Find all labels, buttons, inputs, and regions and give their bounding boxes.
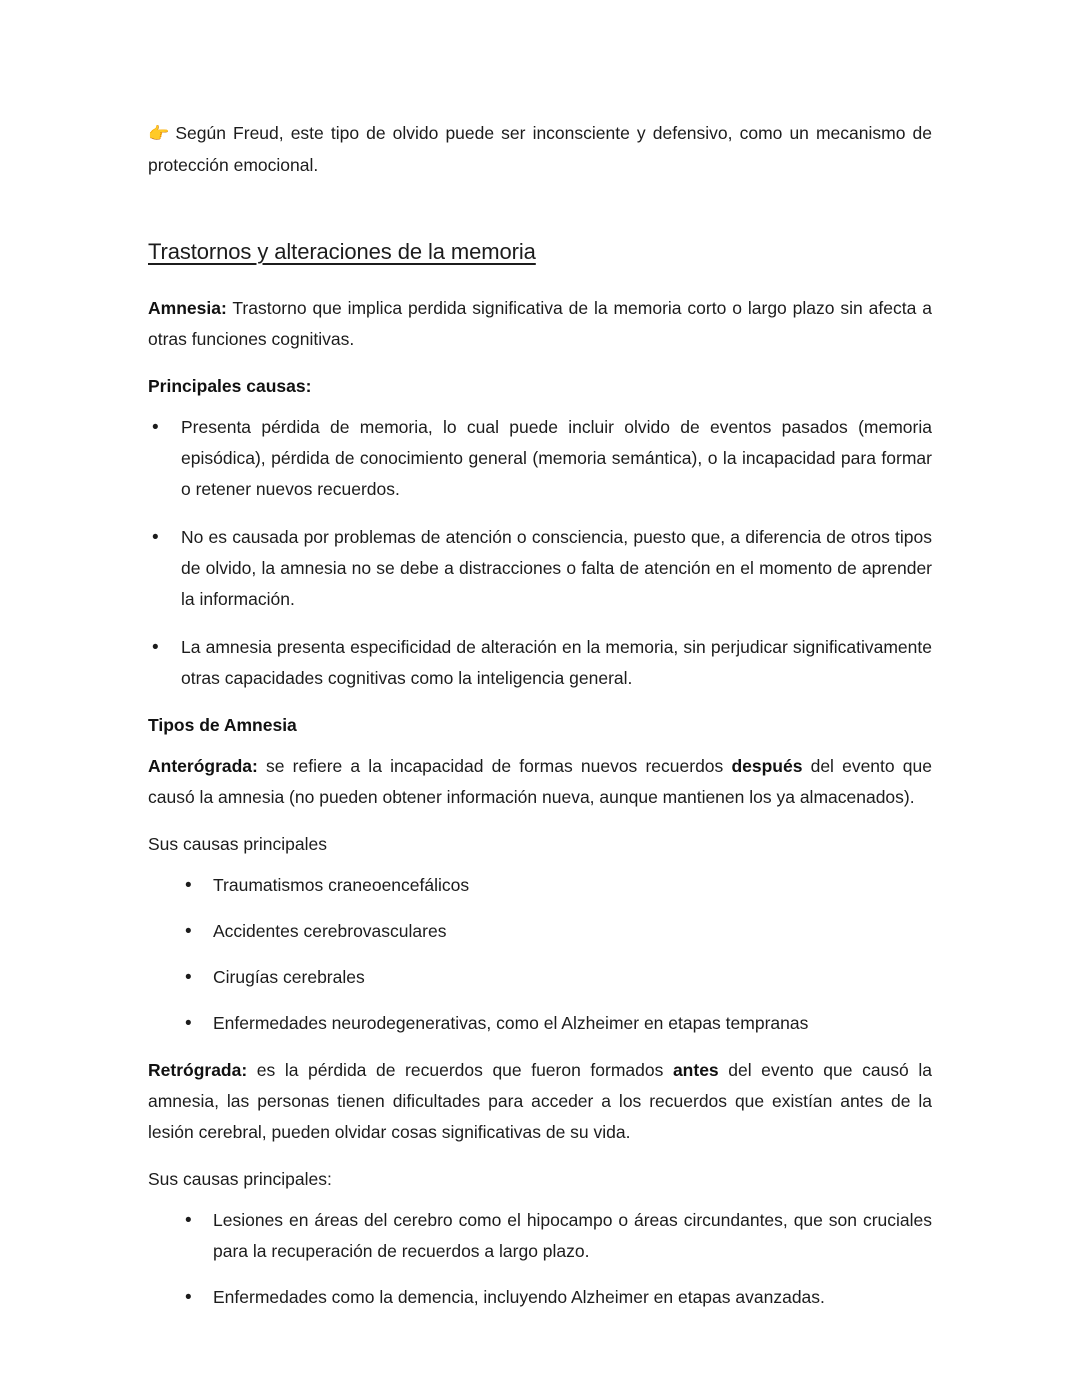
list-item: • Lesiones en áreas del cerebro como el hipocampo o áreas circundantes, que son cruciales para la recuperación de recuerdos a largo plazo. [148, 1205, 932, 1267]
anterograda-text-after: del evento que causó la amnesia (no pueden obtener información nueva, aunque mantienen los ya almacenados). [148, 756, 932, 807]
pointing-right-hand-icon: 👉 [148, 124, 172, 144]
spacer [148, 694, 932, 710]
list-item: • No es causada por problemas de atención o consciencia, puesto que, a diferencia de otros tipos de olvido, la amnesia no se debe a distracciones o falta de atención en el momento de aprender la información. [148, 522, 932, 615]
amnesia-term: Amnesia: [148, 298, 227, 318]
list-item: • Enfermedades neurodegenerativas, como el Alzheimer en etapas tempranas [148, 1008, 932, 1039]
anterograda-paragraph [148, 751, 932, 813]
spacer [148, 181, 932, 237]
retrograda-text-before: es la pérdida de recuerdos que fueron formados [247, 1060, 673, 1080]
list-item: • Cirugías cerebrales [148, 962, 932, 993]
principales-causas-list [148, 412, 932, 694]
intro-paragraph [148, 118, 932, 181]
list-item: • Accidentes cerebrovasculares [148, 916, 932, 947]
spacer [148, 813, 932, 829]
retrograda-text-after: del evento que causó la amnesia, las personas tienen dificultades para acceder a los recuerdos que existían antes de la lesión cerebral, pueden olvidar cosas significativas de su vida. [148, 1060, 932, 1142]
retrograda-term: Retrógrada: [148, 1060, 248, 1080]
anterograda-causes-list [148, 870, 932, 1039]
spacer [148, 1148, 932, 1164]
tipos-de-amnesia-heading: Tipos de Amnesia [148, 715, 297, 735]
retrograda-bold-word: antes [672, 1060, 719, 1080]
anterograda-term: Anterógrada: [148, 756, 258, 776]
retrograda-causes-label: Sus causas principales: [148, 1169, 332, 1189]
spacer [148, 267, 932, 293]
list-item: • Presenta pérdida de memoria, lo cual puede incluir olvido de eventos pasados (memoria episódica), pérdida de conocimiento general (memoria semántica), o la incapacidad para formar o retener nuevos recuerdos. [148, 412, 932, 505]
list-item: • Enfermedades como la demencia, incluyendo Alzheimer en etapas avanzadas. [148, 1282, 932, 1313]
spacer [148, 402, 932, 412]
anterograda-causes-label: Sus causas principales [148, 834, 327, 854]
spacer [148, 860, 932, 870]
retrograda-paragraph [148, 1055, 932, 1148]
amnesia-definition-paragraph [148, 293, 932, 355]
spacer [148, 1039, 932, 1055]
amnesia-definition-text: Trastorno que implica perdida significativa de la memoria corto o largo plazo sin afecta a otras funciones cognitivas. [148, 298, 932, 349]
list-item: • Traumatismos craneoencefálicos [148, 870, 932, 901]
spacer [148, 1195, 932, 1205]
document-body [148, 118, 932, 1313]
anterograda-text-before: se refiere a la incapacidad de formas nuevos recuerdos [257, 756, 732, 776]
spacer [148, 355, 932, 371]
retrograda-causes-list [148, 1205, 932, 1313]
principales-causas-heading: Principales causas: [148, 376, 312, 396]
spacer [148, 741, 932, 751]
list-item: • La amnesia presenta especificidad de alteración en la memoria, sin perjudicar significativamente otras capacidades cognitivas como la inteligencia general. [148, 632, 932, 694]
page-title: Trastornos y alteraciones de la memoria [148, 239, 536, 264]
anterograda-bold-word: después [731, 756, 803, 776]
intro-paragraph-text: Según Freud, este tipo de olvido puede ser inconsciente y defensivo, como un mecanismo de protección emocional. [148, 123, 932, 175]
